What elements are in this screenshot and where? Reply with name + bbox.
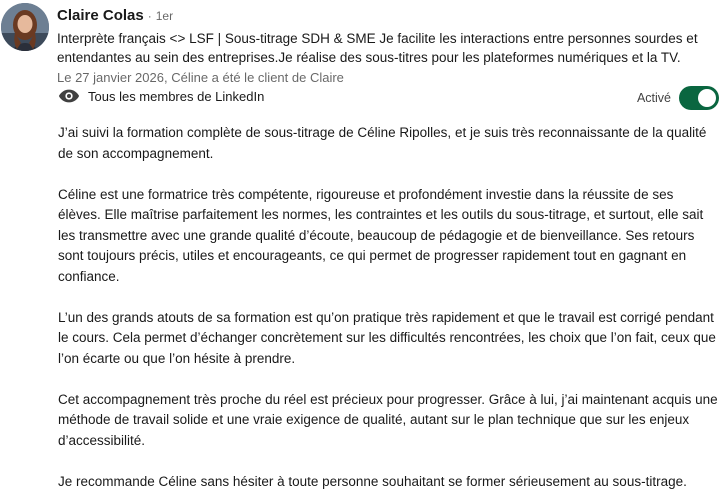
recommendation-paragraph: Céline est une formatrice très compétente, rigoureuse et profondément investie dans la réussite de ses élèves. Elle maîtrise parfaitement les normes, les contraintes et les outils du sous-titrage, et surtout, elle sait les transmettre avec une grande qualité d’écoute, beaucoup de pédagogie et de bienveillance. Ses retours sont toujours précis, utiles et encourageants, ce qui permet de progresser rapidement tout en gagnant en confiance. <box>58 186 704 284</box>
recommendation-paragraph: Cet accompagnement très proche du réel est précieux pour progresser. Grâce à lui, j’ai maintenant acquis une méthode de travail solide et une vraie exigence de qualité, autant sur le plan technique que sur les enjeux d’accessibilité. <box>58 391 718 448</box>
toggle-label: Activé <box>636 91 671 105</box>
recommendation-paragraph: J’ai suivi la formation complète de sous-titrage de Céline Ripolles, et je suis très reconnaissante de la qualité de son accompagnement. <box>58 125 707 161</box>
recommendation-paragraph: Je recommande Céline sans hésiter à toute personne souhaitant se former sérieusement au sous-titrage. <box>58 473 687 489</box>
recommendation-text <box>58 123 718 492</box>
toggle-knob <box>698 89 716 107</box>
recommender-header <box>57 6 719 87</box>
recommendation-paragraph: L’un des grands atouts de sa formation est qu’on pratique très rapidement et que le travail est corrigé pendant le cours. Cela permet d’échanger concrètement sur les difficultés rencontrées, les choix que l’on fait, ceux que l’on écarte ou que l’on hésite à prendre. <box>58 309 716 366</box>
visibility-setting <box>58 88 264 104</box>
connection-degree: 1er <box>155 9 174 23</box>
name-row <box>57 6 719 26</box>
separator-dot: · <box>147 9 152 23</box>
display-toggle-group <box>637 86 719 110</box>
eye-icon <box>58 88 80 104</box>
avatar-photo <box>1 3 49 51</box>
relation-meta: Le 27 janvier 2026, Céline a été le client de Claire <box>57 70 344 85</box>
recommender-name[interactable]: Claire Colas <box>57 7 144 24</box>
visibility-label: Tous les membres de LinkedIn <box>88 88 265 104</box>
avatar[interactable] <box>1 3 49 51</box>
display-toggle[interactable] <box>679 86 719 110</box>
recommender-headline: Interprète français <> LSF | Sous-titrage SDH & SME Je facilite les interactions entre personnes sourdes et entendantes au sein des entreprises.Je réalise des sous-titres pour les plateformes numériques et la TV. <box>57 31 698 65</box>
